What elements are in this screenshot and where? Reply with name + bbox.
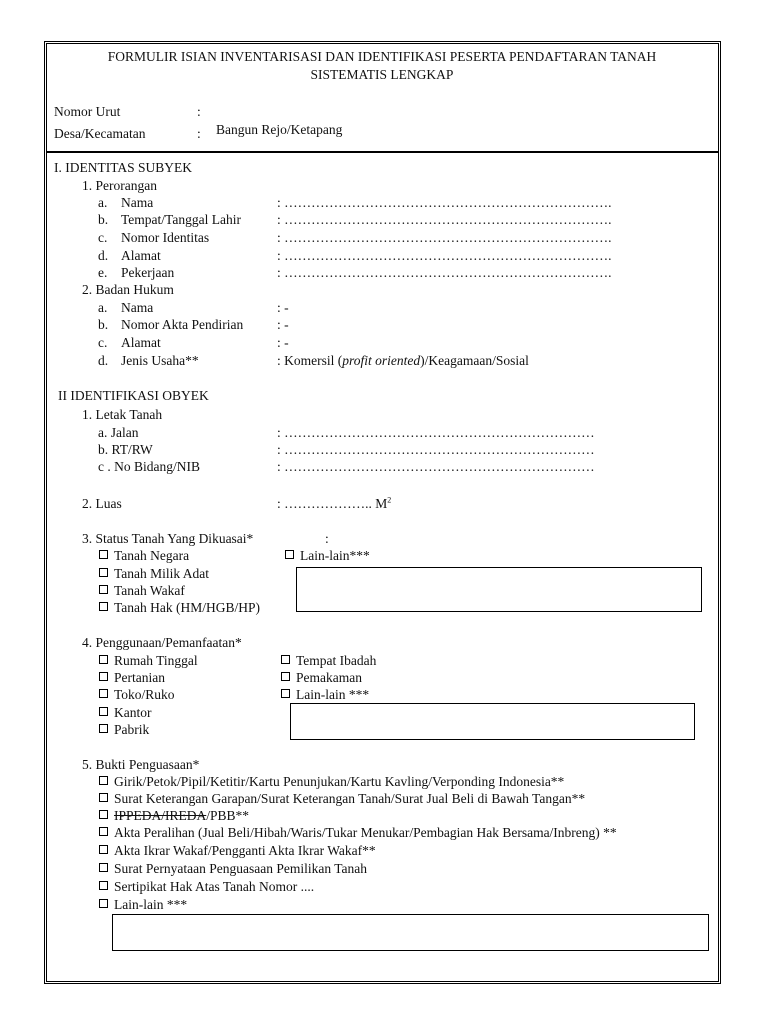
perorangan-pekerjaan-field[interactable]: : ………………………………………………………………. [277,265,612,280]
checkbox-icon[interactable] [281,655,290,664]
bukti-option-lain-lain[interactable] [99,897,187,913]
checkbox-icon[interactable] [99,810,108,819]
checkbox-icon[interactable] [285,550,294,559]
luas-field[interactable] [277,496,391,512]
bukti-lain-lain-textbox[interactable] [112,914,709,951]
perorangan-marker: d. [98,248,109,263]
luas-label: 2. Luas [82,496,122,511]
penggunaan-option-pemakaman[interactable] [281,670,362,686]
checkbox-icon[interactable] [99,724,108,733]
perorangan-heading: 1. Perorangan [82,178,157,193]
status-colon: : [325,531,329,546]
checkbox-icon[interactable] [99,689,108,698]
option-label: Kantor [114,705,152,720]
jenis-usaha-suffix: )/Keagamaan/Sosial [420,353,529,368]
bukti-option-girik[interactable] [99,774,564,790]
status-option-milik-adat[interactable] [99,566,209,582]
penggunaan-option-pertanian[interactable] [99,670,165,686]
option-label: Surat Keterangan Garapan/Surat Keterangan Tanah/Surat Jual Beli di Bawah Tangan** [114,791,586,806]
badan-nama-label: Nama [121,300,154,315]
perorangan-marker: e. [98,265,108,280]
status-heading: 3. Status Tanah Yang Dikuasai* [82,531,254,546]
option-label: Akta Ikrar Wakaf/Pengganti Akta Ikrar Wakaf** [114,843,376,858]
bukti-option-akta-wakaf[interactable] [99,843,376,859]
penggunaan-option-lain-lain[interactable] [281,687,369,703]
checkbox-icon[interactable] [99,550,108,559]
perorangan-identitas-label: Nomor Identitas [121,230,210,245]
perorangan-marker: b. [98,212,109,227]
option-label: Sertipikat Hak Atas Tanah Nomor .... [114,879,315,894]
jenis-usaha-prefix: : Komersil ( [277,353,343,368]
perorangan-alamat-field[interactable]: : ………………………………………………………………. [277,248,612,263]
perorangan-ttl-label: Tempat/Tanggal Lahir [121,212,241,227]
badan-jenis-usaha-label: Jenis Usaha** [121,353,199,368]
bukti-option-surat-pernyataan[interactable] [99,861,367,877]
header-divider [46,151,718,153]
perorangan-nama-field[interactable]: : ………………………………………………………………. [277,195,612,210]
jenis-usaha-italic: profit oriented [342,353,421,368]
perorangan-ttl-field[interactable]: : ………………………………………………………………. [277,212,612,227]
letak-jalan-label: a. Jalan [98,425,139,440]
badan-marker: d. [98,353,109,368]
checkbox-icon[interactable] [99,602,108,611]
checkbox-icon[interactable] [99,881,108,890]
bukti-option-akta-peralihan[interactable] [99,825,617,841]
status-option-lain-lain[interactable] [285,548,370,564]
badan-nama-field[interactable]: : - [277,300,289,315]
checkbox-icon[interactable] [99,655,108,664]
letak-rtrw-field[interactable]: : …………………………………………………………… [277,442,595,457]
checkbox-icon[interactable] [99,899,108,908]
penggunaan-option-toko[interactable] [99,687,175,703]
form-title-line1: FORMULIR ISIAN INVENTARISASI DAN IDENTIFIKASI PESERTA PENDAFTARAN TANAH [107,49,657,64]
letak-jalan-field[interactable]: : …………………………………………………………… [277,425,595,440]
option-label: /PBB** [206,808,250,823]
letak-heading: 1. Letak Tanah [82,407,163,422]
option-label: Pertanian [114,670,165,685]
checkbox-icon[interactable] [99,845,108,854]
option-label: Lain-lain *** [114,897,188,912]
bukti-heading: 5. Bukti Penguasaan* [82,757,200,772]
badan-jenis-usaha-field[interactable] [277,353,529,369]
option-label-struck: IPPEDA/IREDA [114,808,207,823]
option-label: Tanah Negara [114,548,190,563]
checkbox-icon[interactable] [99,707,108,716]
option-label: Tanah Hak (HM/HGB/HP) [114,600,261,615]
desa-colon: : [197,126,201,141]
status-lain-lain-textbox[interactable] [296,567,702,612]
checkbox-icon[interactable] [99,568,108,577]
perorangan-alamat-label: Alamat [121,248,161,263]
penggunaan-option-pabrik[interactable] [99,722,149,738]
checkbox-icon[interactable] [99,793,108,802]
option-label: Tempat Ibadah [296,653,377,668]
status-option-tanah-negara[interactable] [99,548,189,564]
penggunaan-lain-lain-textbox[interactable] [290,703,695,740]
form-title-line2: SISTEMATIS LENGKAP [310,67,454,82]
luas-value: : ……………….. M [277,496,388,511]
bukti-option-sertipikat[interactable] [99,879,314,895]
desa-label: Desa/Kecamatan [54,126,146,141]
option-label: Rumah Tinggal [114,653,198,668]
nomor-urut-colon: : [197,104,201,119]
badan-alamat-field[interactable]: : - [277,335,289,350]
checkbox-icon[interactable] [281,689,290,698]
perorangan-marker: a. [98,195,108,210]
section1-heading: I. IDENTITAS SUBYEK [54,160,193,175]
checkbox-icon[interactable] [99,863,108,872]
option-label: Lain-lain*** [300,548,370,563]
option-label: Akta Peralihan (Jual Beli/Hibah/Waris/Tukar Menukar/Pembagian Hak Bersama/Inbreng) ** [114,825,617,840]
badan-akta-label: Nomor Akta Pendirian [121,317,244,332]
penggunaan-option-rumah[interactable] [99,653,198,669]
badan-marker: a. [98,300,108,315]
option-label: Pemakaman [296,670,362,685]
penggunaan-option-ibadah[interactable] [281,653,376,669]
desa-value[interactable]: Bangun Rejo/Ketapang [216,122,343,137]
nomor-urut-label: Nomor Urut [54,104,121,119]
perorangan-nama-label: Nama [121,195,154,210]
letak-nib-field[interactable]: : …………………………………………………………… [277,459,595,474]
checkbox-icon[interactable] [99,672,108,681]
checkbox-icon[interactable] [99,585,108,594]
letak-rtrw-label: b. RT/RW [98,442,153,457]
badan-hukum-heading: 2. Badan Hukum [82,282,174,297]
penggunaan-option-kantor[interactable] [99,705,152,721]
penggunaan-heading: 4. Penggunaan/Pemanfaatan* [82,635,242,650]
perorangan-marker: c. [98,230,108,245]
checkbox-icon[interactable] [281,672,290,681]
perorangan-pekerjaan-label: Pekerjaan [121,265,175,280]
status-option-wakaf[interactable] [99,583,185,599]
option-label: Pabrik [114,722,150,737]
luas-unit-sup: 2 [387,495,392,505]
checkbox-icon[interactable] [99,827,108,836]
badan-marker: b. [98,317,109,332]
bukti-option-pbb[interactable] [99,808,249,824]
option-label: Girik/Petok/Pipil/Ketitir/Kartu Penunjukan/Kartu Kavling/Verponding Indonesia** [114,774,565,789]
option-label: Surat Pernyataan Penguasaan Pemilikan Tanah [114,861,367,876]
letak-nib-label: c . No Bidang/NIB [98,459,200,474]
section2-heading: II IDENTIFIKASI OBYEK [58,388,209,403]
badan-akta-field[interactable]: : - [277,317,289,332]
perorangan-identitas-field[interactable]: : ………………………………………………………………. [277,230,612,245]
badan-marker: c. [98,335,108,350]
status-option-tanah-hak[interactable] [99,600,260,616]
bukti-option-garapan[interactable] [99,791,585,807]
checkbox-icon[interactable] [99,776,108,785]
badan-alamat-label: Alamat [121,335,161,350]
option-label: Tanah Wakaf [114,583,185,598]
option-label: Tanah Milik Adat [114,566,210,581]
option-label: Lain-lain *** [296,687,370,702]
option-label: Toko/Ruko [114,687,175,702]
